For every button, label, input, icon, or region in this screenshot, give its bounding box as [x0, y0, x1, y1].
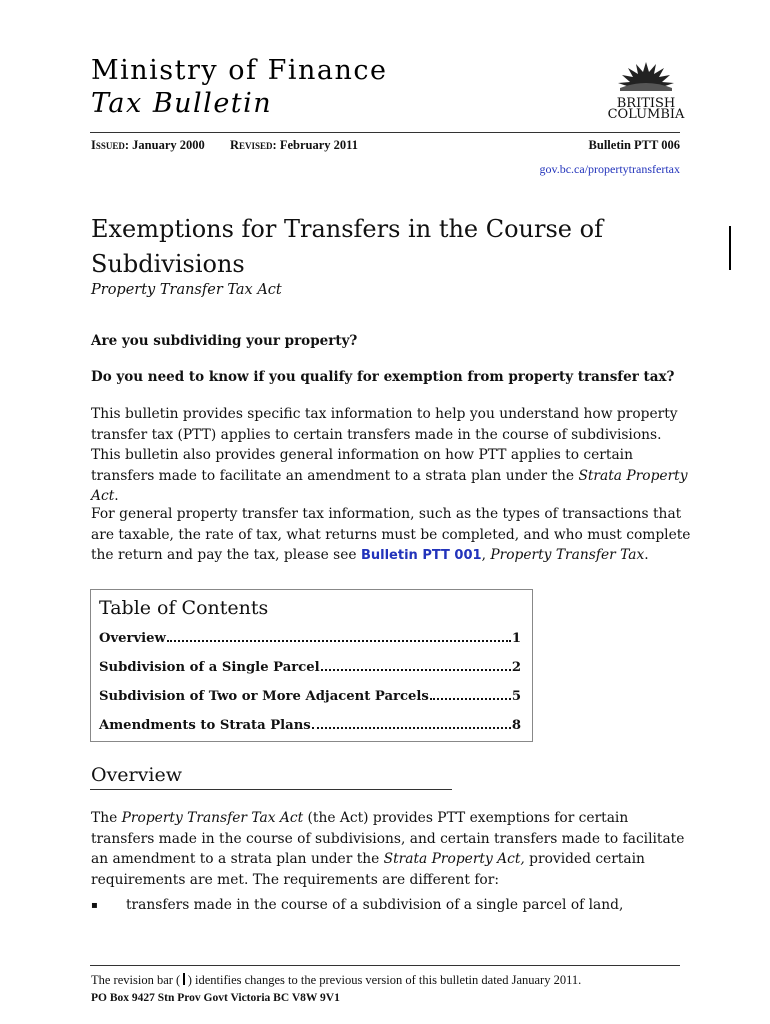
overview-end: provided certain requirements are met. The requirements are different for: — [91, 851, 645, 888]
toc-item-label: Overview — [99, 631, 166, 646]
revision-bar — [729, 226, 731, 270]
overview-rule — [90, 789, 452, 790]
revision-note-start: The revision bar ( — [91, 973, 181, 987]
bulletin-title: Tax Bulletin — [91, 88, 273, 119]
toc-item-label: Subdivision of a Single Parcel — [99, 660, 320, 675]
logo-line2: COLUMBIA — [607, 107, 685, 122]
issued-label: Issued: — [91, 138, 130, 152]
question-subdividing: Are you subdividing your property? — [91, 333, 358, 349]
toc-item-single-parcel[interactable] — [99, 660, 521, 675]
mailing-address: PO Box 9427 Stn Prov Govt Victoria BC V8W 9V1 — [91, 992, 340, 1004]
bc-crest-icon — [606, 58, 686, 94]
revised-date: February 2011 — [279, 138, 358, 152]
toc-item-strata-plans[interactable] — [99, 718, 521, 733]
general-info-end: . — [644, 547, 649, 563]
document-heading: Exemptions for Transfers in the Course of Subdivisions — [91, 215, 603, 278]
intro-end: . — [114, 488, 119, 504]
toc-title: Table of Contents — [99, 597, 269, 619]
toc-item-label: Amendments to Strata Plans — [99, 718, 311, 733]
revision-bar-icon — [183, 973, 185, 985]
revision-note — [91, 973, 581, 988]
overview-act2: Strata Property Act, — [383, 851, 525, 867]
issued-info — [91, 138, 205, 153]
revision-note-end: ) identifies changes to the previous version of this bulletin dated January 2011. — [187, 973, 582, 987]
square-bullet-icon: ▪ — [91, 900, 98, 911]
general-info-text: For general property transfer tax information, such as the types of transactions that are taxable, the rate of tax, what returns must be completed, and who must complete the return and pay the tax, please see — [91, 506, 691, 563]
logo-text — [606, 98, 686, 120]
general-info-sep: , — [481, 547, 491, 563]
overview-heading: Overview — [91, 764, 182, 786]
bc-logo — [606, 58, 686, 120]
table-of-contents — [90, 589, 533, 742]
issued-date: January 2000 — [132, 138, 205, 152]
toc-leader — [167, 631, 511, 642]
toc-leader — [430, 689, 511, 700]
overview-mid: (the Act) provides PTT exemptions for certain transfers made in the course of subdivisions, and certain transfers made to facilitate an amendment to a strata plan under the — [91, 810, 685, 867]
toc-item-overview[interactable] — [99, 631, 521, 646]
footer-rule — [90, 965, 680, 966]
toc-item-page: 1 — [511, 631, 521, 646]
general-info-paragraph — [91, 504, 691, 567]
revised-info — [230, 138, 358, 153]
intro-paragraph — [91, 404, 691, 507]
toc-leader — [321, 660, 511, 671]
bullet-item: transfers made in the course of a subdivision of a single parcel of land, — [126, 897, 624, 913]
revised-label: Revised: — [230, 138, 277, 152]
question-exemption: Do you need to know if you qualify for exemption from property transfer tax? — [91, 369, 675, 385]
intro-text: This bulletin provides specific tax information to help you understand how property transfer tax (PTT) applies to certain transfers made in the course of subdivisions. This bulletin also provides general information on how PTT applies to certain transfers made to facilitate an amendment to a strata plan under the — [91, 406, 678, 484]
general-info-title: Property Transfer Tax — [490, 547, 645, 563]
overview-act: Property Transfer Tax Act — [121, 810, 304, 826]
toc-leader — [312, 718, 511, 729]
toc-item-page: 5 — [511, 689, 521, 704]
ministry-title: Ministry of Finance — [91, 55, 388, 86]
intro-act-name: Strata Property Act — [91, 467, 688, 504]
bulletin-number: Bulletin PTT 006 — [588, 138, 680, 152]
act-subtitle: Property Transfer Tax Act — [91, 282, 282, 298]
toc-item-page: 2 — [511, 660, 521, 675]
logo-line1: BRITISH — [616, 96, 676, 111]
ptt-website-link[interactable]: gov.bc.ca/propertytransfertax — [539, 162, 680, 176]
header-rule — [90, 132, 680, 133]
bulletin-ptt001-link[interactable]: Bulletin PTT 001 — [360, 548, 482, 563]
toc-item-page: 8 — [511, 718, 521, 733]
overview-start: The — [91, 810, 122, 826]
toc-item-adjacent-parcels[interactable] — [99, 689, 521, 704]
toc-item-label: Subdivision of Two or More Adjacent Parcels — [99, 689, 429, 704]
overview-paragraph — [91, 808, 691, 890]
